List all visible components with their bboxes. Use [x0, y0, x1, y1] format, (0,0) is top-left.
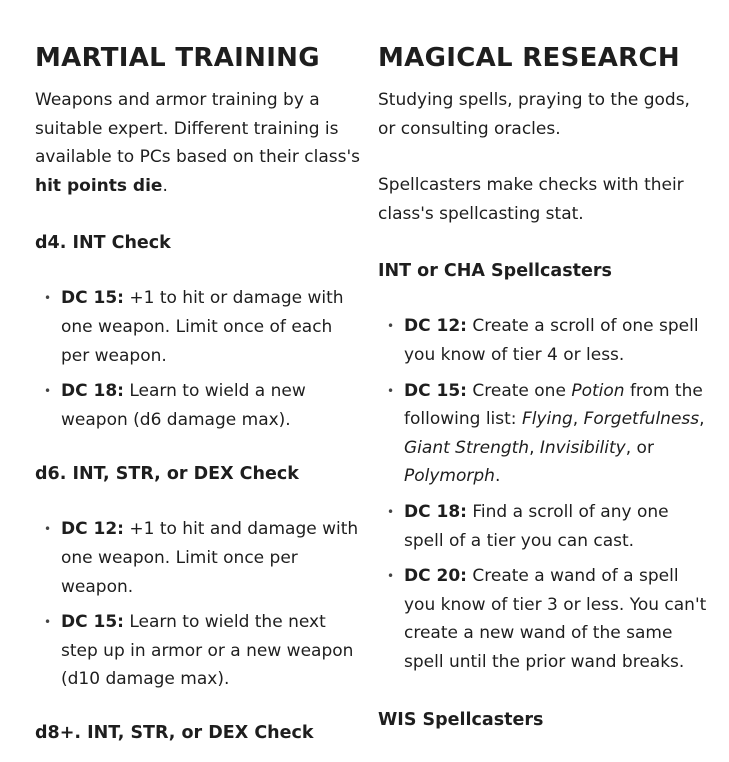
- section-heading-wis: WIS Spellcasters: [378, 709, 544, 730]
- section-heading-d8: d8+. INT, STR, or DEX Check: [35, 722, 314, 743]
- dc-label: DC 20:: [404, 566, 467, 587]
- martial-training-intro: [35, 86, 365, 200]
- list-item: [35, 515, 365, 601]
- martial-training-title: MARTIAL TRAINING: [35, 43, 320, 73]
- martial-intro-bold: hit points die: [35, 175, 163, 196]
- magical-research-column: [378, 38, 708, 733]
- section-heading-d6: d6. INT, STR, or DEX Check: [35, 464, 299, 485]
- magical-research-intro: Studying spells, praying to the gods, or consulting oracles.: [378, 90, 690, 139]
- dc-label: DC 15:: [404, 380, 467, 401]
- bullet-icon: •: [387, 504, 395, 519]
- magical-research-intro-2: Spellcasters make checks with their class's spellcasting stat.: [378, 175, 684, 224]
- or-word: or: [636, 437, 654, 458]
- list-item: [35, 377, 365, 434]
- martial-training-column: [35, 38, 365, 746]
- separator: ,: [572, 409, 584, 430]
- separator: ,: [699, 409, 705, 430]
- potion-name: Forgetfulness: [583, 409, 700, 430]
- dc-label: DC 18:: [61, 381, 124, 402]
- d4-list: [35, 284, 365, 434]
- bullet-icon: •: [44, 384, 52, 399]
- dc-label: DC 15:: [61, 612, 124, 633]
- item-text: +1 to hit or damage with one weapon. Limit once of each per weapon.: [61, 288, 344, 366]
- item-text: Find a scroll of any one spell of a tier you can cast.: [404, 501, 669, 551]
- bullet-icon: •: [44, 291, 52, 306]
- dc-label: DC 12:: [61, 519, 124, 540]
- bullet-icon: •: [387, 319, 395, 334]
- bullet-icon: •: [387, 383, 395, 398]
- bullet-icon: •: [387, 569, 395, 584]
- list-item: [378, 562, 708, 676]
- item-text: Create one: [472, 380, 566, 401]
- potion-name: Polymorph: [404, 466, 495, 487]
- martial-intro-text: Weapons and armor training by a suitable expert. Different training is available to PCs based on their class's: [35, 90, 361, 168]
- list-item: [35, 284, 365, 370]
- potion-name: Giant Strength: [404, 437, 530, 458]
- dc-label: DC 18:: [404, 501, 467, 522]
- list-item: [378, 498, 708, 555]
- item-text: Create a wand of a spell you know of tier 3 or less. You can't create a new wand of the same spell until the prior wand breaks.: [404, 566, 707, 672]
- potion-name: Invisibility: [539, 437, 626, 458]
- martial-intro-end: .: [162, 175, 168, 196]
- list-item: [35, 608, 365, 694]
- list-item: [378, 312, 708, 369]
- item-text: Learn to wield a new weapon (d6 damage max).: [61, 381, 306, 430]
- item-text: Learn to wield the next step up in armor or a new weapon (d10 damage max).: [61, 612, 354, 690]
- d6-list: [35, 515, 365, 694]
- section-heading-d4: d4. INT Check: [35, 233, 171, 254]
- separator: ,: [529, 437, 540, 458]
- separator: ,: [625, 437, 637, 458]
- dc-label: DC 15:: [61, 288, 124, 309]
- section-heading-int-cha: INT or CHA Spellcasters: [378, 261, 612, 282]
- potion-word: Potion: [571, 380, 625, 401]
- bullet-icon: •: [44, 615, 52, 630]
- list-item: [378, 377, 708, 491]
- potion-name: Flying: [521, 409, 573, 430]
- dc-label: DC 12:: [404, 316, 467, 337]
- magical-research-title: MAGICAL RESEARCH: [378, 43, 680, 73]
- int-cha-list: [378, 312, 708, 676]
- item-text: +1 to hit and damage with one weapon. Limit once per weapon.: [61, 519, 359, 597]
- item-end: .: [494, 466, 501, 487]
- item-text: Create a scroll of one spell you know of tier 4 or less.: [404, 316, 699, 365]
- bullet-icon: •: [44, 522, 52, 537]
- item-text: from the following list:: [404, 380, 703, 430]
